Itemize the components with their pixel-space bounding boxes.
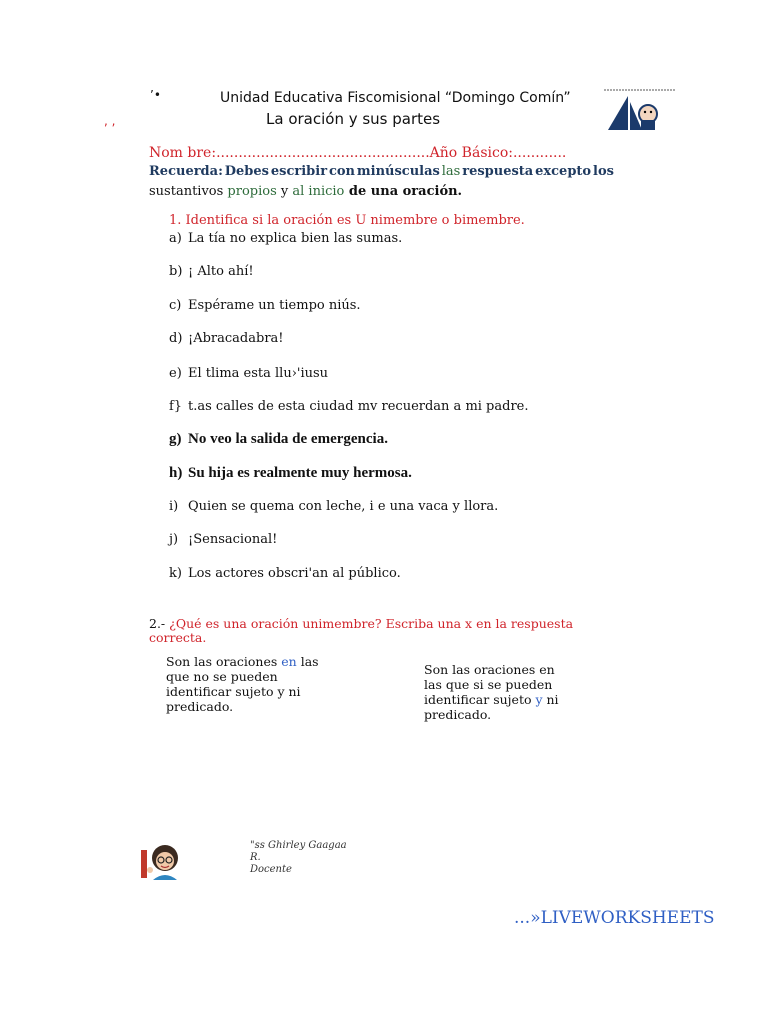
list-item[interactable]: b) ¡ Alto ahí!: [169, 264, 254, 279]
list-item[interactable]: j) ¡Sensacional!: [169, 532, 278, 547]
teacher-signature: "ss Ghirley Gaagaa R. Docente: [250, 840, 347, 875]
answer-option-b[interactable]: Son las oraciones en las que si se pueden identificar sujeto y ni predicado.: [424, 662, 559, 722]
list-item[interactable]: a) La tía no explica bien las sumas.: [169, 231, 403, 246]
answer-option-a[interactable]: Son las oraciones en las que no se pueden identificar sujeto y ni predicado.: [166, 654, 319, 714]
reminder-line-2: sustantivos propios y al inicio de una oración.: [149, 184, 463, 199]
list-item[interactable]: i) Quien se quema con leche, i e una vaca y llora.: [169, 499, 499, 514]
school-logo-icon: [604, 86, 676, 136]
reminder-line-1: Recuerda: Debes escribir con minúsculas las respuesta excepto los: [149, 164, 614, 179]
school-name: Unidad Educativa Fiscomisional “Domingo Comín”: [220, 90, 571, 106]
list-item[interactable]: d) ¡Abracadabra!: [169, 331, 284, 346]
list-item[interactable]: k) Los actores obscri'an al público.: [169, 566, 401, 581]
worksheet-title: La oración y sus partes: [266, 110, 441, 128]
grade-label: Año Básico:: [429, 145, 513, 161]
list-item[interactable]: f} t.as calles de esta ciudad mv recuerdan a mi padre.: [169, 399, 529, 414]
liveworksheets-watermark[interactable]: ...»LIVEWORKSHEETS: [514, 908, 715, 928]
question-1-prompt: 1. Identifica si la oración es U nimembre o bimembre.: [169, 213, 525, 228]
list-item[interactable]: e) El tlima esta llu›'iusu: [169, 366, 329, 381]
grade-blank[interactable]: ............: [512, 145, 567, 161]
header-marks-left: , ,: [104, 114, 116, 128]
name-label: Nom bre:: [149, 145, 217, 161]
teacher-avatar-icon: [141, 840, 183, 880]
question-2-prompt: 2.- ¿Qué es una oración unimembre? Escriba una x en la respuesta correcta.: [149, 616, 574, 645]
reminder-note: [149, 162, 614, 202]
header-marks: ’•: [150, 88, 161, 102]
list-item[interactable]: g) No veo la salida de emergencia.: [169, 431, 388, 447]
list-item[interactable]: c) Espérame un tiempo niús.: [169, 298, 361, 313]
student-info-line: [149, 145, 566, 161]
name-blank[interactable]: ................................................: [216, 145, 430, 161]
list-item[interactable]: h) Su hija es realmente muy hermosa.: [169, 465, 412, 481]
